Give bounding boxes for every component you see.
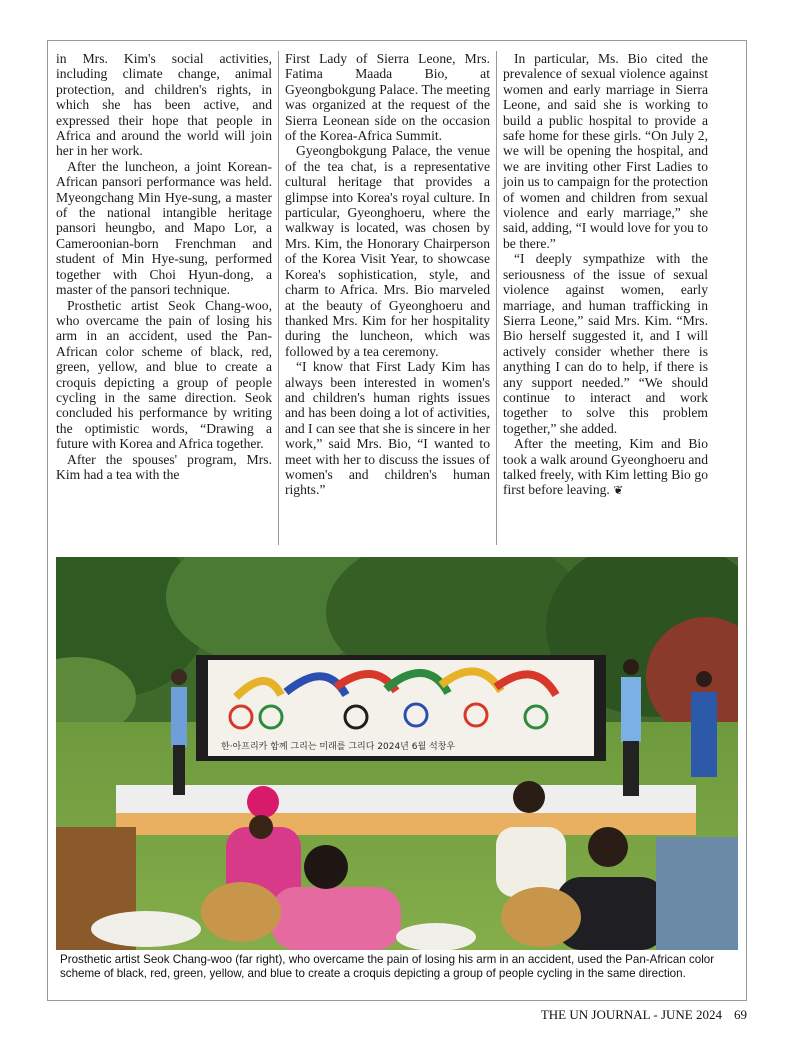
photo-illustration [56, 557, 738, 950]
paragraph: Prosthetic artist Seok Chang-woo, who overcame the pain of losing his arm in an accident, used the Pan-African color scheme of black, red, green, yellow, and blue to create a croquis depicting a group of people cycling in the same direction. Seok concluded his performance by writing the optimistic words, “Drawing a future with Korea and Africa together. [56, 297, 272, 452]
paragraph: in Mrs. Kim's social activities, including climate change, animal protection, and children's rights, in which she has been active, and expressed their hope that people in Africa and around the world will join her in her work. [56, 51, 272, 159]
column-1 [56, 51, 278, 545]
column-2 [278, 51, 496, 545]
article-body [56, 51, 738, 545]
paragraph: First Lady of Sierra Leone, Mrs. Fatima Maada Bio, at Gyeongbokgung Palace. The meeting was organized at the request of the Sierra Leonean side on the occasion of the Korea-Africa Summit. [285, 51, 490, 144]
paragraph: In particular, Ms. Bio cited the prevalence of sexual violence against women and early marriage in Sierra Leone, and said she is working to build a public hospital to provide a safe home for these girls. “On July 2, we will be opening the hospital, and we are inviting other First Ladies to join us to campaign for the protection of women and children from sexual violence and early marriage,” she said, adding, “I would love for you to be there.” [503, 51, 708, 251]
column-3 [496, 51, 714, 545]
publication-name: THE UN JOURNAL - JUNE 2024 [540, 1007, 722, 1022]
paragraph: After the luncheon, a joint Korean-African pansori performance was held. Myeongchang Min Hye-sung, a master of the national intangible heritage pansori heungbo, and Mapo Lor, a Cameroonian-born Frenchman and student of Min Hye-sung, performed together with Choi Hyun-dong, a master of the pansori technique. [56, 158, 272, 298]
end-mark-icon: ❦ [613, 483, 624, 498]
photo-caption: Prosthetic artist Seok Chang-woo (far right), who overcame the pain of losing his arm in an accident, used the Pan-African color scheme of black, red, green, yellow, and blue to create a croquis depicting a group of people cycling in the same direction. [60, 953, 715, 981]
paragraph: Gyeongbokgung Palace, the venue of the tea chat, is a representative cultural heritage that provides a glimpse into Korea's royal culture. In particular, Gyeonghoeru, where the walkway is located, was chosen by Mrs. Kim, the Honorary Chairperson of the Korea Visit Year, to showcase Korea's sophistication, style, and charm to Africa. Mrs. Bio marveled at the beauty of Gyeonghoeru and thanked Mrs. Kim for her hospitality during the luncheon, which was followed by a tea ceremony. [285, 143, 490, 359]
paragraph [503, 436, 708, 499]
page-number: 69 [734, 1007, 747, 1022]
page-footer [541, 1007, 747, 1023]
paragraph: “I know that First Lady Kim has always been interested in women's and children's human rights issues and has been doing a lot of activities, and I can see that she is sincere in her work,” said Mrs. Bio, “I wanted to meet with her to discuss the issues of women's and children's human rights.” [285, 359, 490, 498]
paragraph-text: After the meeting, Kim and Bio took a walk around Gyeonghoeru and talked freely, with Kim letting Bio go first before leaving. [503, 436, 708, 498]
paragraph: After the spouses' program, Mrs. Kim had a tea with the [56, 451, 272, 482]
paragraph: “I deeply sympathize with the seriousness of the issue of sexual violence against women, early marriage, and human trafficking in Sierra Leone,” said Mrs. Kim. “Mrs. Bio herself suggested it, and I will actively consider whether there is anything I can do to help, if there is any support needed.” “We should continue to interact and work together to solve this problem together,” she added. [503, 251, 708, 436]
banner-text: 한·아프리카 함께 그리는 미래를 그리다 2024년 6월 석창우 [221, 742, 456, 752]
event-photo [56, 557, 738, 950]
